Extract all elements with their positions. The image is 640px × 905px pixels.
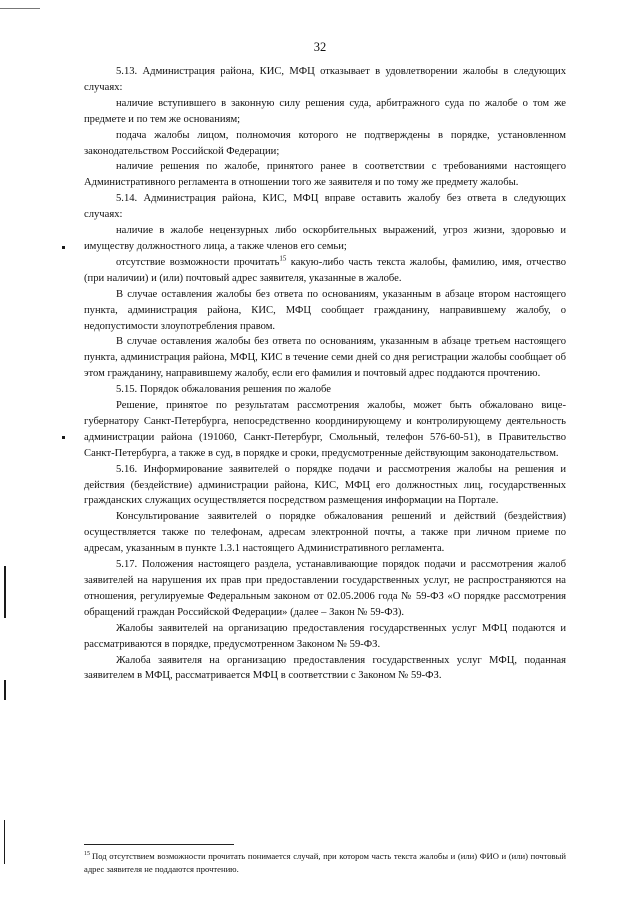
paragraph-unreadable [84,255,566,287]
paragraph-5-15: 5.15. Порядок обжалования решения по жалобе [116,384,331,396]
paragraph-5-13: 5.13. Администрация района, КИС, МФЦ отказывает в удовлетворении жалобы в следующих случаях: [84,66,566,93]
paragraph-mfc-complaints: Жалобы заявителей на организацию предоставления государственных услуг МФЦ подаются и рассматриваются в порядке, предусмотренном Законом № 59-ФЗ. [84,622,566,650]
document-body [84,64,566,684]
footnote [84,850,566,875]
footnote-text: Под отсутствием возможности прочитать понимается случай, при котором часть текста жалобы и (или) ФИО и (или) почтовый адрес заявителя не поддаются прочтению. [84,851,566,874]
paragraph-prior-decision: наличие решения по жалобе, принятого ранее в соответствии с требованиями настоящего Административного регламента в отношении того же заявителя и по тому же предмету жалобы. [84,161,566,189]
paragraph-abuse-of-right: В случае оставления жалобы без ответа по основаниям, указанным в абзаце втором настоящего пункта, администрация района, КИС, МФЦ сообщает гражданину, направившему жалобу, о недопустимости злоупотребления правом. [84,288,566,332]
scan-artifact-bar-2 [4,680,6,700]
paragraph-unreadable-start: отсутствие возможности прочитать [116,256,280,268]
paragraph-appeal-procedure: Решение, принятое по результатам рассмотрения жалобы, может быть обжаловано вице-губернатору Санкт-Петербурга, непосредственно координирующему и контролирующему деятельность администрации района (191060, Санкт-Петербург, Смольный, телефон 576-60-51), в Правительство Санкт-Петербурга, а также в суд, в порядке и сроки, предусмотренные действующим законодательством. [84,400,566,459]
paragraph-mfc-review: Жалоба заявителя на организацию предоставления государственных услуг МФЦ, поданная заявителем в МФЦ, рассматривается МФЦ в соответствии с Законом № 59-ФЗ. [84,654,566,682]
scan-artifact-top [0,8,40,9]
scan-artifact-bar-3 [4,820,5,864]
footnote-separator [84,844,234,845]
paragraph-5-16: 5.16. Информирование заявителей о порядке подачи и рассмотрения жалобы на решения и действия (бездействие) администрации района, КИС, МФЦ его должностных лиц, государственных гражданских служащих осуществляется посредством размещения информации на Портале. [84,463,566,507]
footnote-reference: 15 [279,254,287,263]
paragraph-consulting: Консультирование заявителей о порядке обжалования решений и действий (бездействия) осуществляется также по телефонам, адресам электронной почты, а также при личном приеме по адресам, указанным в пункте 1.3.1 настоящего Административного регламента. [84,511,566,555]
paragraph-seven-days-notice: В случае оставления жалобы без ответа по основаниям, указанным в абзаце третьем настоящего пункта, администрация района, МФЦ, КИС в течение семи дней со дня регистрации жалобы сообщает об этом гражданину, направившему жалобу, если его фамилия и почтовый адрес поддаются прочтению. [84,336,566,380]
page-number: 32 [313,40,327,54]
scan-artifact-bar-1 [4,566,6,618]
paragraph-obscene-language: наличие в жалобе нецензурных либо оскорбительных выражений, угроз жизни, здоровью и имуществу должностного лица, а также членов его семьи; [84,225,566,252]
paragraph-5-14: 5.14. Администрация района, КИС, МФЦ вправе оставить жалобу без ответа в следующих случаях: [84,193,566,221]
paragraph-5-17: 5.17. Положения настоящего раздела, устанавливающие порядок подачи и рассмотрения жалоб заявителей на нарушения их прав при предоставлении государственных услуг, не распространяются на отношения, регулируемые Федеральным законом от 02.05.2006 года № 59-ФЗ «О порядке рассмотрения обращений граждан Российской Федерации» (далее – Закон № 59-ФЗ). [84,559,566,618]
scan-artifact-dot-1 [62,246,65,249]
paragraph-unreadable-end: какую-либо часть текста жалобы, фамилию, имя, отчество (при наличии) и (или) почтовый адрес заявителя, указанные в жалобе. [84,256,567,284]
paragraph-unconfirmed-authority: подача жалобы лицом, полномочия которого не подтверждены в порядке, установленном законодательством Российской Федерации; [84,129,566,157]
scan-artifact-dot-2 [62,436,65,439]
paragraph-court-decision: наличие вступившего в законную силу решения суда, арбитражного суда по жалобе о том же предмете и по тем же основаниям; [84,97,566,125]
footnote-mark: 15 [84,851,90,858]
